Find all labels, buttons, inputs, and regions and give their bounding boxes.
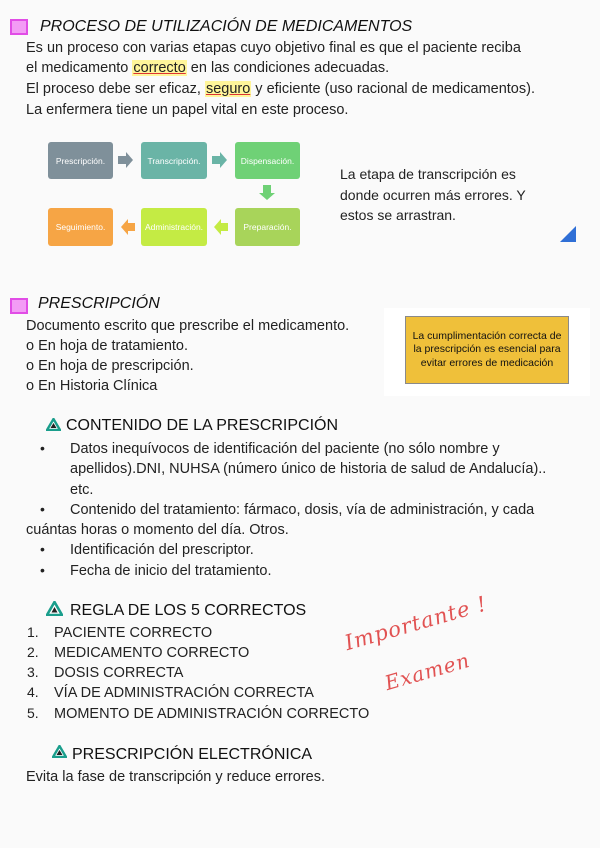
handwritten-importante: Importante !	[342, 591, 490, 656]
corner-triangle-icon	[560, 226, 576, 242]
pink-square-marker	[10, 298, 28, 314]
triangle-icon	[52, 745, 67, 758]
bullet-dot: •	[40, 541, 45, 557]
regla-item-4: VÍA DE ADMINISTRACIÓN CORRECTA	[54, 685, 314, 701]
bullet-dot: •	[40, 440, 45, 456]
highlight-seguro: seguro	[205, 81, 251, 97]
flow-step-prescripcion: Prescripción.	[48, 142, 113, 179]
contenido-item-2-line-2: cuántas horas o momento del día. Otros.	[26, 522, 289, 538]
regla-item-2: MEDICAMENTO CORRECTO	[54, 645, 250, 661]
flow-step-seguimiento: Seguimiento.	[48, 208, 113, 246]
arrow-right-icon	[118, 152, 134, 168]
contenido-item-4: Fecha de inicio del tratamiento.	[70, 563, 272, 579]
arrow-down-icon	[259, 185, 275, 201]
regla-item-5: MOMENTO DE ADMINISTRACIÓN CORRECTO	[54, 706, 370, 722]
heading-electronica: PRESCRIPCIÓN ELECTRÓNICA	[72, 746, 313, 763]
paragraph-line-1: Es un proceso con varias etapas cuyo objetivo final es que el paciente reciba	[26, 40, 521, 56]
contenido-item-1-line-3: etc.	[70, 482, 94, 498]
flow-step-dispensacion: Dispensación.	[235, 142, 300, 179]
prescripcion-line-1: Documento escrito que prescribe el medicamento.	[26, 318, 350, 334]
list-number: 5.	[27, 705, 39, 721]
highlight-correcto: correcto	[133, 60, 186, 76]
list-number: 3.	[27, 664, 39, 680]
list-number: 4.	[27, 684, 39, 700]
flow-step-transcripcion: Transcripción.	[141, 142, 207, 179]
transcription-note-line-3: estos se arrastran.	[340, 207, 456, 223]
triangle-icon	[46, 418, 61, 431]
arrow-left-icon	[120, 219, 136, 235]
arrow-right-icon	[212, 152, 228, 168]
flow-step-preparacion: Preparación.	[235, 208, 300, 246]
prescripcion-line-4: o En Historia Clínica	[26, 378, 158, 394]
section-title-prescripcion: PRESCRIPCIÓN	[38, 295, 160, 312]
bullet-dot: •	[40, 501, 45, 517]
heading-contenido: CONTENIDO DE LA PRESCRIPCIÓN	[66, 417, 339, 434]
regla-item-3: DOSIS CORRECTA	[54, 665, 184, 681]
transcription-note-line-2: donde ocurren más errores. Y	[340, 187, 526, 203]
contenido-item-1-line-1: Datos inequívocos de identificación del paciente (no sólo nombre y	[70, 441, 500, 457]
transcription-note-line-1: La etapa de transcripción es	[340, 166, 516, 182]
handwritten-examen: Examen	[382, 647, 473, 696]
flow-step-administracion: Administración.	[141, 208, 207, 246]
triangle-icon	[46, 601, 63, 616]
section-title-proceso: PROCESO DE UTILIZACIÓN DE MEDICAMENTOS	[40, 18, 413, 35]
contenido-item-2-line-1: Contenido del tratamiento: fármaco, dosis, vía de administración, y cada	[70, 502, 535, 518]
callout-box: La cumplimentación correcta de la prescripción es esencial para evitar errores de medicación	[405, 316, 569, 384]
arrow-left-icon	[213, 219, 229, 235]
contenido-item-3: Identificación del prescriptor.	[70, 542, 254, 558]
list-number: 1.	[27, 624, 39, 640]
prescripcion-line-2: o En hoja de tratamiento.	[26, 338, 189, 354]
electronica-text: Evita la fase de transcripción y reduce errores.	[26, 769, 325, 785]
paragraph-line-4: La enfermera tiene un papel vital en este proceso.	[26, 102, 349, 118]
list-number: 2.	[27, 644, 39, 660]
contenido-item-1-line-2: apellidos).DNI, NUHSA (número único de historia de salud de Andalucía)..	[70, 461, 547, 477]
pink-square-marker	[10, 19, 28, 35]
paragraph-line-3: El proceso debe ser eficaz, seguro y eficiente (uso racional de medicamentos).	[26, 81, 535, 97]
heading-regla: REGLA DE LOS 5 CORRECTOS	[70, 602, 307, 619]
regla-item-1: PACIENTE CORRECTO	[54, 625, 213, 641]
prescripcion-line-3: o En hoja de prescripción.	[26, 358, 194, 374]
bullet-dot: •	[40, 562, 45, 578]
paragraph-line-2: el medicamento correcto en las condiciones adecuadas.	[26, 60, 390, 76]
